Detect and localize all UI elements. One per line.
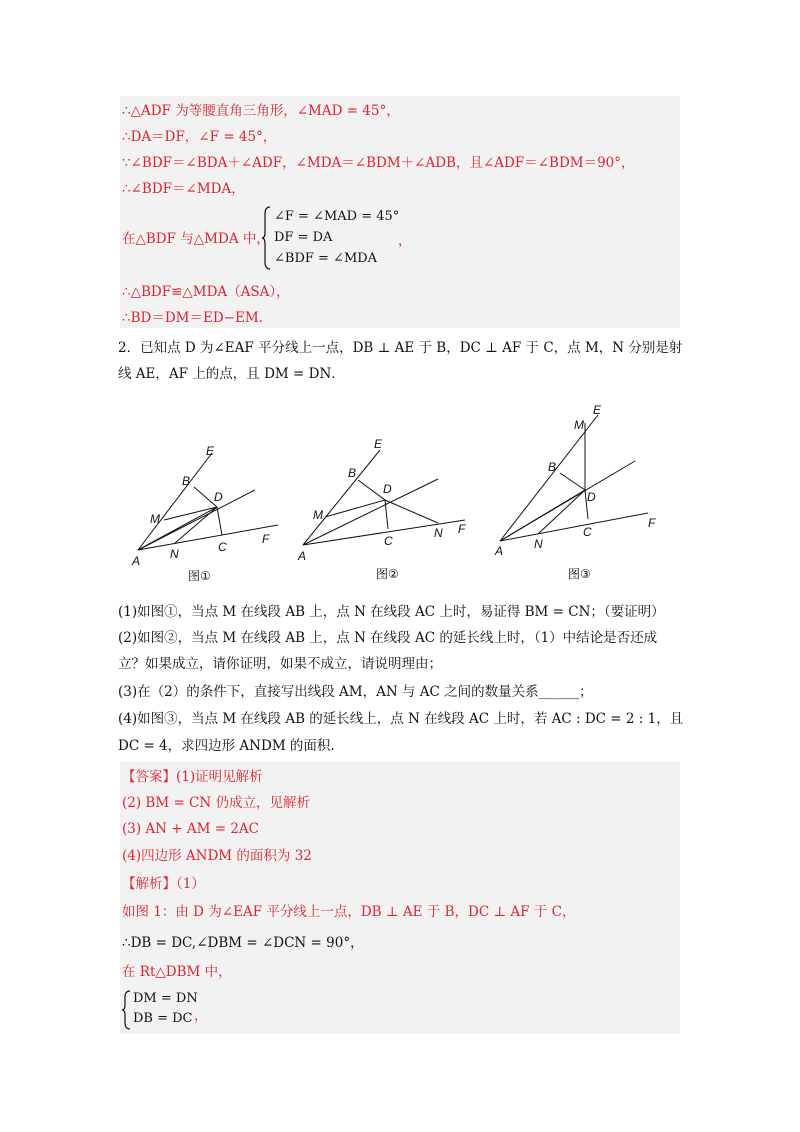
point-label: C [583, 525, 592, 539]
solution-line-3: ∵∠BDF＝∠BDA＋∠ADF，∠MDA＝∠BDM＋∠ADB，且∠ADF＝∠BDM＝90°， [122, 155, 635, 171]
point-label: E [206, 444, 215, 458]
segment-DN [538, 490, 585, 534]
system-line: DF = DA [274, 230, 333, 245]
point-label: D [214, 490, 223, 504]
ray-AF [500, 513, 648, 541]
system-brace-1 [262, 206, 272, 270]
point-label: D [383, 482, 392, 496]
ray-AE [138, 453, 212, 550]
point-label: B [182, 474, 191, 488]
answer-line-3: (3) AN + AM = 2AC [122, 821, 260, 837]
system-line: DM = DN [133, 991, 198, 1006]
segment-DM [325, 500, 385, 517]
problem-stem-1: 2．已知点 D 为∠EAF 平分线上一点，DB ⊥ AE 于 B，DC ⊥ AF 于 C，点 M，N 分别是射 [118, 340, 683, 356]
point-label: A [495, 544, 504, 558]
analysis-heading: 【解析】（1） [122, 876, 205, 892]
figure-3 [500, 415, 648, 541]
figure-caption-2: 图② [376, 567, 399, 581]
point-label: F [458, 522, 466, 536]
point-label: A [298, 549, 307, 563]
problem-stem-2: 线 AE，AF 上的点，且 DM = DN． [118, 366, 345, 382]
point-label: D [587, 490, 596, 504]
figure-caption-3: 图③ [568, 567, 591, 581]
analysis-line-2: ∴DB = DC,∠DBM = ∠DCN = 90°， [122, 935, 364, 951]
solution-line-1: ∴△ADF 为等腰直角三角形，∠MAD = 45°， [122, 103, 400, 119]
system-line: ∠F = ∠MAD = 45° [274, 209, 400, 224]
segment-DC [217, 507, 222, 535]
solution-line-7: ∴BD＝DM＝ED−EM. [122, 310, 263, 326]
ray-AF [138, 525, 278, 550]
solution-line-2: ∴DA＝DF，∠F = 45°， [122, 129, 277, 145]
point-label: E [374, 437, 383, 451]
solution-line-6: ∴△BDF≌△MDA（ASA）， [122, 284, 290, 300]
system-suffix: ， [194, 1008, 208, 1024]
point-label: M [150, 512, 160, 526]
point-label: C [218, 540, 227, 554]
answer-line-4: (4)四边形 ANDM 的面积为 32 [122, 848, 312, 864]
system-line: DB = DC [133, 1011, 193, 1026]
figure-caption-1: 图① [188, 569, 211, 583]
point-label: C [384, 534, 393, 548]
point-label: M [574, 418, 584, 432]
question-1: (1)如图①，当点 M 在线段 AB 上，点 N 在线段 AC 上时，易证得 BM = CN；（要证明） [118, 604, 665, 620]
question-4b: DC = 4，求四边形 ANDM 的面积. [118, 738, 335, 754]
segment-DB [358, 480, 385, 500]
equation-system-1 [274, 206, 399, 269]
solution-line-4: ∴∠BDF＝∠MDA， [122, 181, 245, 197]
ray-AE [500, 415, 598, 541]
point-label: A [132, 554, 141, 568]
system-suffix: ， [398, 233, 412, 249]
segment-DN [385, 500, 438, 523]
question-2a: (2)如图②，当点 M 在线段 AB 上，点 N 在线段 AC 的延长线上时，（1）中结论是否还成 [118, 630, 658, 646]
point-label: N [170, 547, 179, 561]
geometry-figures [120, 395, 680, 590]
point-label: B [348, 466, 357, 480]
point-label: N [534, 537, 543, 551]
point-label: F [648, 516, 656, 530]
question-4a: (4)如图③，当点 M 在线段 AB 的延长线上，点 N 在线段 AC 上时，若 AC : DC = 2 : 1，且 [118, 711, 684, 727]
analysis-line-1: 如图 1：由 D 为∠EAF 平分线上一点，DB ⊥ AE 于 B，DC ⊥ AF 于 C， [122, 904, 576, 920]
equation-system-2 [133, 989, 198, 1029]
answer-line-1: 【答案】(1)证明见解析 [122, 769, 263, 785]
system-line: ∠BDF = ∠MDA [274, 251, 378, 266]
analysis-line-3: 在 Rt△DBM 中， [122, 964, 232, 980]
point-label: F [262, 532, 270, 546]
segment-DB [560, 473, 585, 490]
point-label: N [434, 526, 443, 540]
point-label: B [548, 460, 557, 474]
answer-line-2: (2) BM = CN 仍成立，见解析 [122, 795, 310, 811]
question-2b: 立？如果成立，请你证明，如果不成立，请说明理由； [118, 656, 442, 672]
solution-line-5: 在△BDF 与△MDA 中， [122, 231, 270, 247]
system-brace-2 [122, 990, 132, 1030]
point-label: M [313, 508, 323, 522]
figure-1 [138, 453, 278, 550]
question-3: (3)在（2）的条件下，直接写出线段 AM，AN 与 AC 之间的数量关系______； [118, 684, 593, 700]
ray-AE [303, 450, 380, 545]
point-label: E [593, 403, 602, 417]
